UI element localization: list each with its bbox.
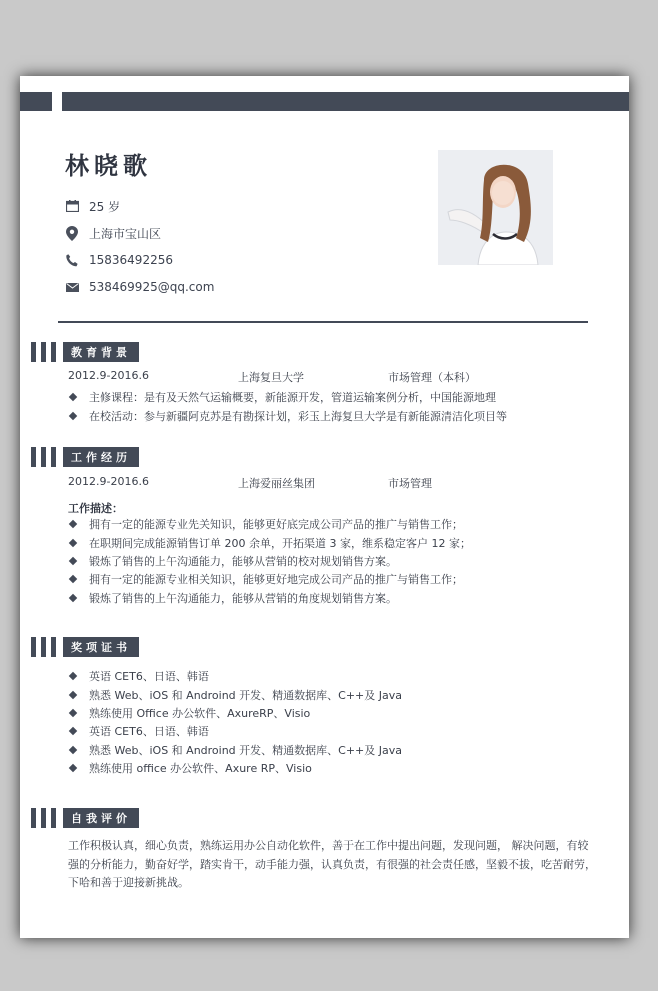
work-position: 市场管理 <box>388 477 432 490</box>
work-company: 上海爱丽丝集团 <box>238 477 315 490</box>
diamond-bullet-icon <box>69 557 77 565</box>
diamond-bullet-icon <box>69 746 77 754</box>
awards-header <box>31 637 139 657</box>
location-text: 上海市宝山区 <box>89 226 162 241</box>
education-major: 市场管理（本科） <box>388 371 476 384</box>
diamond-bullet-icon <box>69 672 77 680</box>
awards-title: 奖项证书 <box>63 637 139 657</box>
resume-page <box>20 76 629 938</box>
header-divider <box>58 321 588 323</box>
age-row <box>65 197 120 215</box>
diamond-bullet-icon <box>69 709 77 717</box>
work-period: 2012.9-2016.6 <box>68 475 149 488</box>
candidate-name: 林晓歌 <box>65 152 152 180</box>
list-item: 熟悉 Web、iOS 和 Androind 开发、精通数据库、C++及 Java <box>68 741 402 759</box>
list-item: 拥有一定的能源专业先关知识，能够更好底完成公司产品的推广与销售工作； <box>68 515 471 533</box>
awards-list <box>68 667 402 777</box>
self-evaluation-text: 工作积极认真，细心负责，熟练运用办公自动化软件，善于在工作中提出问题，发现问题， 解决问题，有较强的分析能力，勤奋好学，踏实肯干，动手能力强，认真负责，有很强的社会责任感，坚毅不拔，吃苦耐劳，下哈和善于迎接新挑战。 <box>68 839 596 889</box>
diamond-bullet-icon <box>69 727 77 735</box>
list-item: 锻炼了销售的上午沟通能力，能够从营销的校对规划销售方案。 <box>68 552 471 570</box>
list-item: 锻炼了销售的上午沟通能力，能够从营销的角度规划销售方案。 <box>68 589 471 607</box>
work-header <box>31 447 139 467</box>
list-item: 熟悉 Web、iOS 和 Androind 开发、精通数据库、C++及 Java <box>68 685 402 703</box>
work-list <box>68 515 471 607</box>
work-title: 工作经历 <box>63 447 139 467</box>
list-item: 在校活动：参与新疆阿克苏是有勘探计划，彩玉上海复旦大学是有新能源清洁化项目等 <box>68 406 507 424</box>
diamond-bullet-icon <box>69 575 77 583</box>
calendar-icon <box>65 199 79 213</box>
list-item: 拥有一定的能源专业相关知识，能够更好地完成公司产品的推广与销售工作； <box>68 570 471 588</box>
education-list <box>68 388 507 425</box>
top-bar-left <box>20 92 52 111</box>
phone-text: 15836492256 <box>89 253 173 267</box>
email-row <box>65 278 214 296</box>
phone-icon <box>65 253 79 267</box>
work-desc-label: 工作描述： <box>68 502 123 515</box>
list-item: 主修课程：是有及天然气运输概要，新能源开发，管道运输案例分析，中国能源地理 <box>68 388 507 406</box>
phone-row <box>65 251 173 269</box>
age-text: 25 岁 <box>89 199 121 214</box>
list-item: 在职期间完成能源销售订单 200 余单，开拓渠道 3 家，维系稳定客户 12 家； <box>68 533 471 551</box>
list-item: 熟练使用 office 办公软件、Axure RP、Visio <box>68 759 402 777</box>
top-bar-right <box>62 92 629 111</box>
diamond-bullet-icon <box>69 393 77 401</box>
list-item: 英语 CET6、日语、韩语 <box>68 667 402 685</box>
diamond-bullet-icon <box>69 690 77 698</box>
education-title: 教育背景 <box>63 342 139 362</box>
diamond-bullet-icon <box>69 764 77 772</box>
list-item: 熟练使用 Office 办公软件、AxureRP、Visio <box>68 704 402 722</box>
profile-photo <box>438 150 553 265</box>
mail-icon <box>65 280 79 294</box>
diamond-bullet-icon <box>69 538 77 546</box>
education-school: 上海复旦大学 <box>238 371 304 384</box>
education-header <box>31 342 139 362</box>
diamond-bullet-icon <box>69 520 77 528</box>
education-period: 2012.9-2016.6 <box>68 369 149 382</box>
self-header <box>31 808 139 828</box>
diamond-bullet-icon <box>69 594 77 602</box>
list-item: 英语 CET6、日语、韩语 <box>68 722 402 740</box>
email-text: 538469925@qq.com <box>89 280 215 294</box>
location-row <box>65 224 161 242</box>
self-title: 自我评价 <box>63 808 139 828</box>
location-pin-icon <box>65 226 79 240</box>
diamond-bullet-icon <box>69 411 77 419</box>
